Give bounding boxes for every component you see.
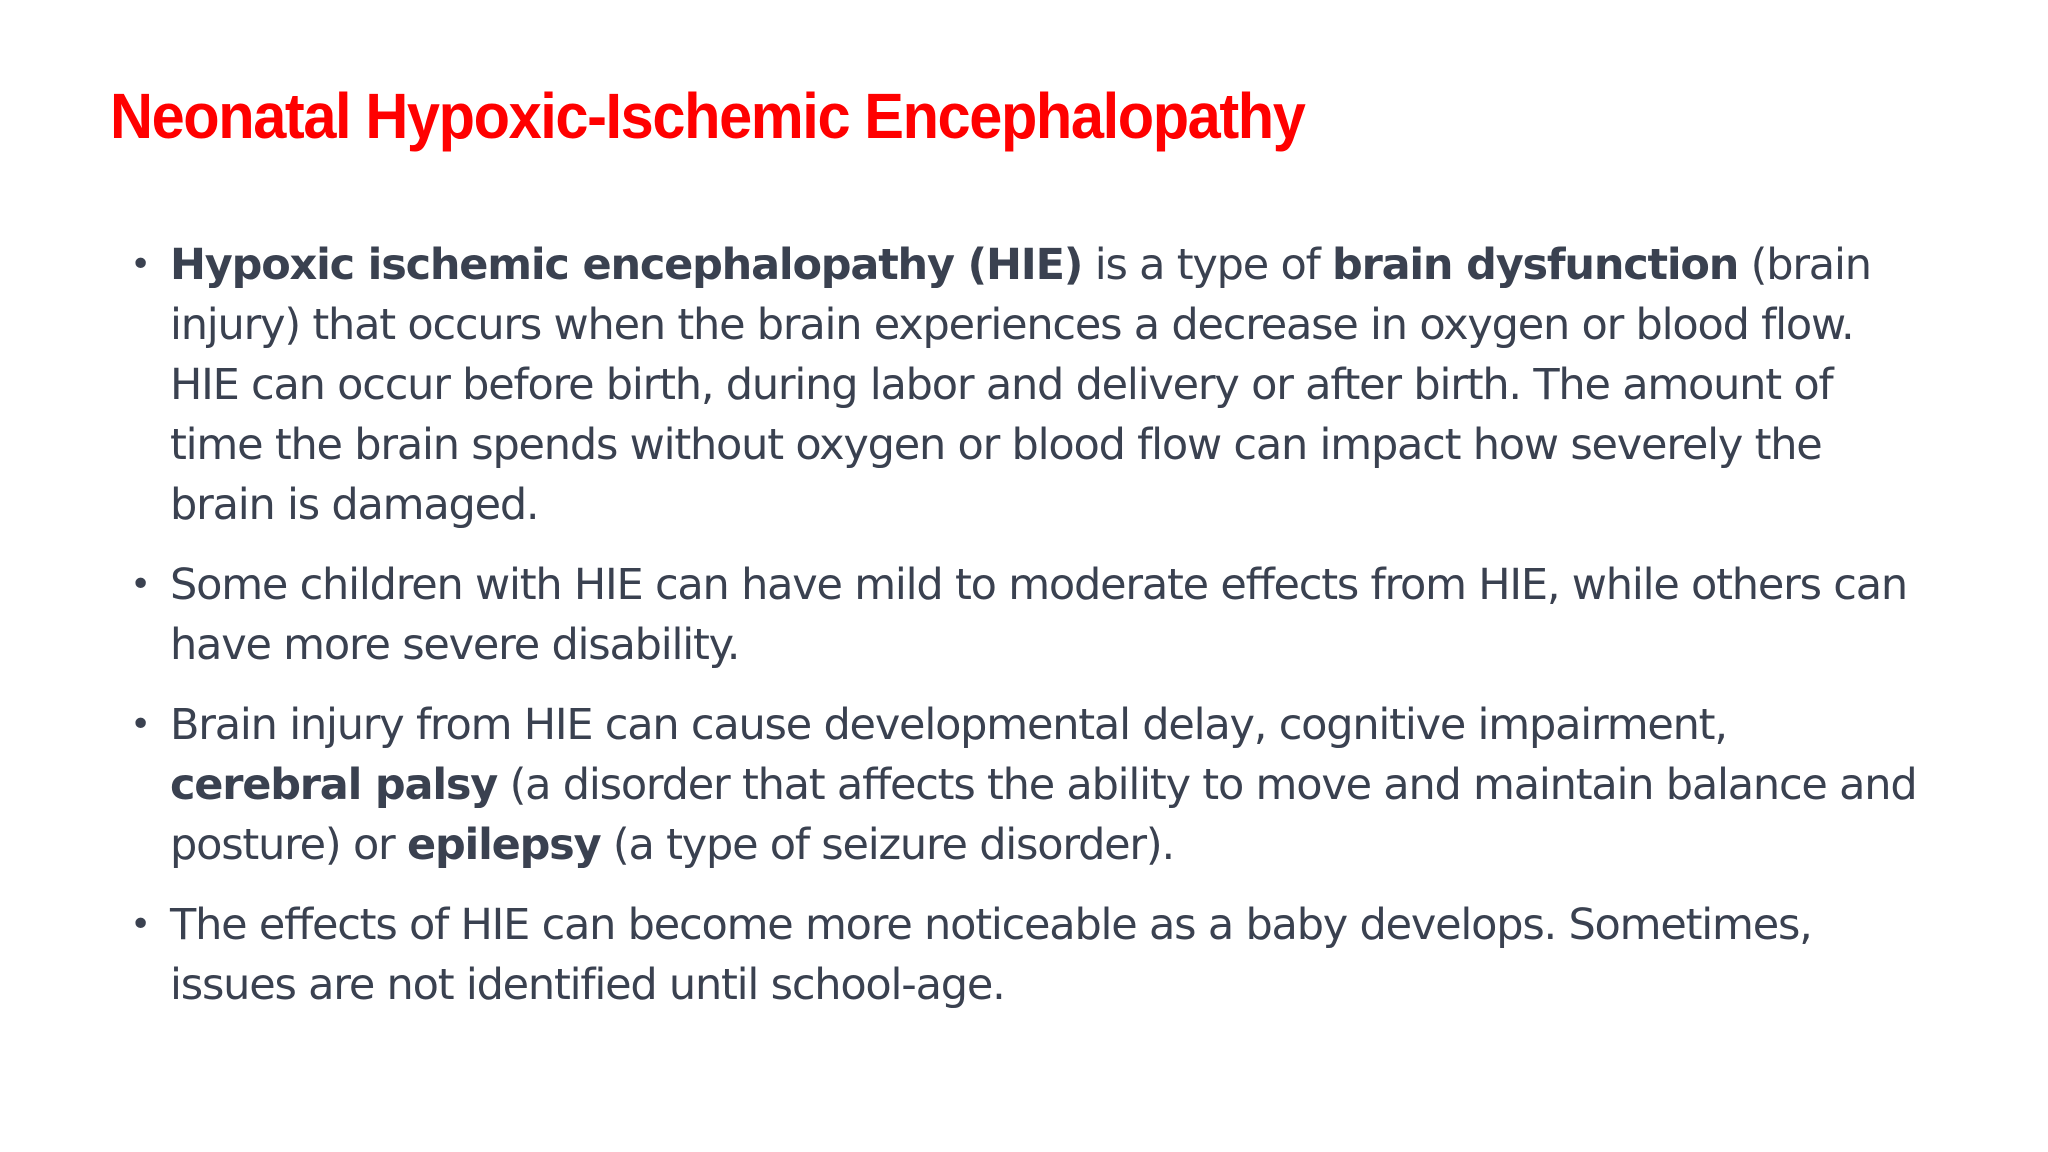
bold-term: Hypoxic ischemic encephalopathy (HIE) — [170, 240, 1083, 290]
bullet-list — [130, 235, 1920, 1035]
bold-term: epilepsy — [407, 820, 601, 870]
text-run: Some children with HIE can have mild to moderate effects from HIE, while others can have more severe disability. — [170, 560, 1907, 670]
slide-title: Neonatal Hypoxic-Ischemic Encephalopathy — [110, 80, 1305, 152]
bullet-item — [130, 235, 1920, 535]
bullet-marker: • — [130, 244, 151, 285]
bullet-text — [170, 900, 1812, 1010]
text-run: (brain injury) that occurs when the brain experiences a decrease in oxygen or blood flow. HIE can occur before birth, during labor and delivery or after birth. The amount of time the brain spends without oxygen or blood flow can impact how severely the brain is damaged. — [170, 240, 1871, 530]
text-run: The effects of HIE can become more noticeable as a baby develops. Sometimes, issues are not identified until school-age. — [170, 900, 1812, 1010]
bullet-item — [130, 895, 1920, 1015]
text-run: (a type of seizure disorder). — [600, 820, 1174, 870]
bullet-text — [170, 240, 1871, 530]
text-run: Brain injury from HIE can cause developmental delay, cognitive impairment, — [170, 700, 1727, 750]
bold-term: cerebral palsy — [170, 760, 498, 810]
bold-term: brain dysfunction — [1331, 240, 1739, 290]
text-run: is a type of — [1082, 240, 1332, 290]
bullet-text — [170, 700, 1916, 870]
bullet-item — [130, 695, 1920, 875]
bullet-marker: • — [130, 704, 151, 745]
bullet-marker: • — [130, 904, 151, 945]
bullet-text — [170, 560, 1907, 670]
bullet-item — [130, 555, 1920, 675]
text-run: (a disorder that affects the ability to move and maintain balance and posture) or — [170, 760, 1917, 870]
bullet-marker: • — [130, 564, 151, 605]
